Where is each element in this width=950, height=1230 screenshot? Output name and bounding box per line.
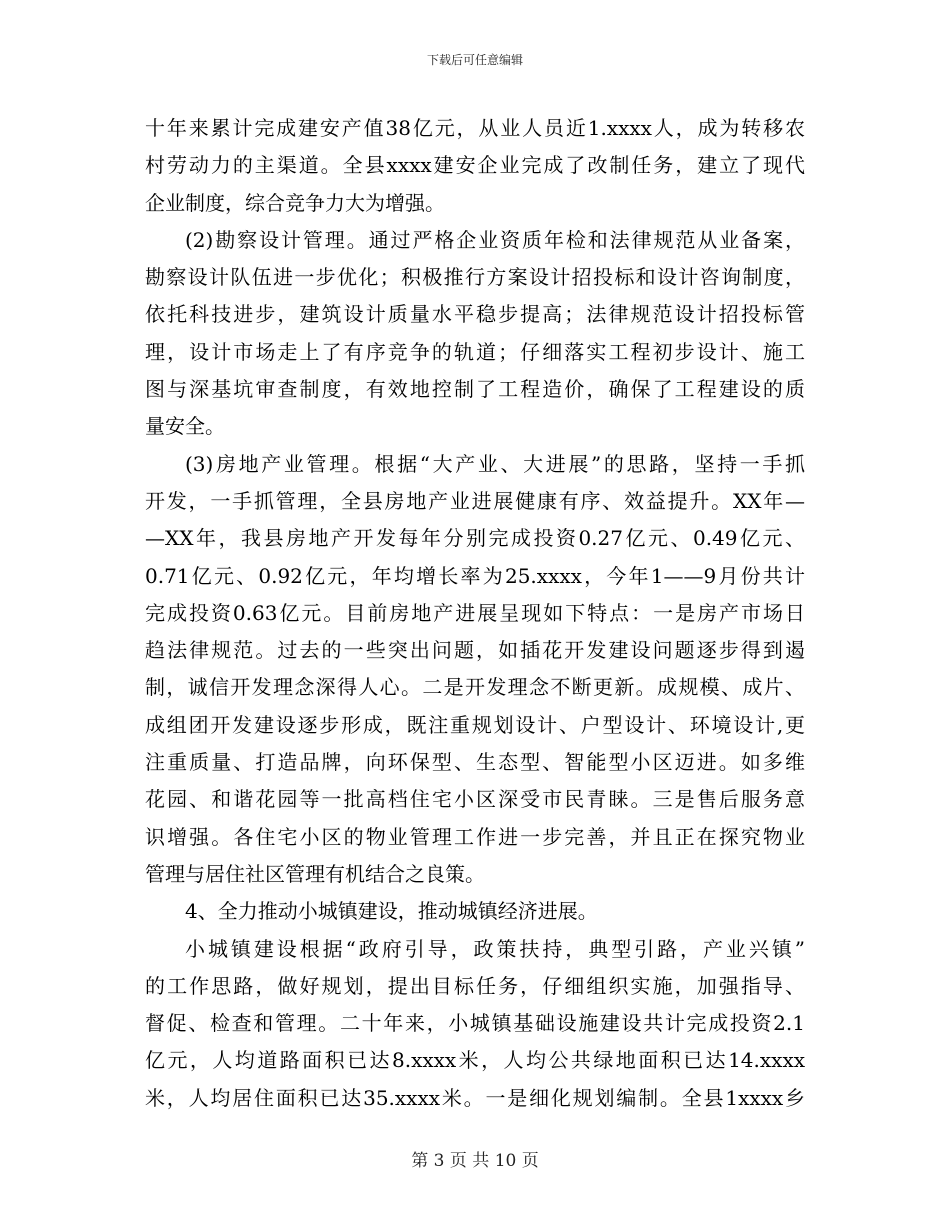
text-line: 勘察设计队伍进一步优化；积极推行方案设计招投标和设计咨询制度， — [145, 265, 805, 290]
paragraph-start-line: (2)勘察设计管理。通过严格企业资质年检和法律规范从业备案， — [185, 227, 805, 252]
text-line: 图与深基坑审查制度，有效地控制了工程造价，确保了工程建设的质 — [145, 377, 805, 402]
text-line: —XX年，我县房地产开发每年分别完成投资0.27亿元、0.49亿元、 — [145, 526, 805, 551]
paragraph-start-line: 小城镇建设根据“政府引导，政策扶持，典型引路，产业兴镇” — [185, 936, 805, 961]
text-line: 村劳动力的主渠道。全县xxxx建安企业完成了改制任务，建立了现代 — [145, 153, 805, 178]
text-line: 花园、和谐花园等一批高档住宅小区深受市民青睐。三是售后服务意 — [145, 787, 805, 812]
text-line: 理，设计市场走上了有序竞争的轨道；仔细落实工程初步设计、施工 — [145, 339, 805, 364]
page-header: 下载后可任意编辑 — [426, 53, 523, 67]
text-line: 0.71亿元、0.92亿元，年均增长率为25.xxxx，今年1——9月份共计 — [145, 563, 805, 588]
text-line: 识增强。各住宅小区的物业管理工作进一步完善，并且正在探究物业 — [145, 824, 805, 849]
text-line: 量安全。 — [145, 414, 225, 439]
text-line: 依托科技进步，建筑设计质量水平稳步提高；法律规范设计招投标管 — [145, 302, 805, 327]
text-line: 注重质量、打造品牌，向环保型、生态型、智能型小区迈进。如多维 — [145, 750, 805, 775]
document-body — [145, 110, 805, 1117]
text-line: 米，人均居住面积已达35.xxxx米。一是细化规划编制。全县1xxxx乡 — [145, 1085, 805, 1110]
page-number: 第 3 页 共 10 页 — [411, 1151, 539, 1171]
text-line: 开发，一手抓管理，全县房地产业进展健康有序、效益提升。XX年— — [145, 488, 805, 513]
section-heading: 4、全力推动小城镇建设，推动城镇经济进展。 — [185, 899, 598, 924]
text-line: 制，诚信开发理念深得人心。二是开发理念不断更新。成规模、成片、 — [145, 675, 805, 700]
text-line: 督促、检查和管理。二十年来，小城镇基础设施建设共计完成投资2.1 — [145, 1011, 805, 1036]
text-line: 亿元，人均道路面积已达8.xxxx米，人均公共绿地面积已达14.xxxx — [145, 1048, 805, 1073]
text-line: 趋法律规范。过去的一些突出问题，如插花开发建设问题逐步得到遏 — [145, 638, 805, 663]
text-line: 的工作思路，做好规划，提出目标任务，仔细组织实施，加强指导、 — [145, 973, 805, 998]
text-line: 管理与居住社区管理有机结合之良策。 — [145, 861, 485, 886]
text-line: 完成投资0.63亿元。目前房地产进展呈现如下特点：一是房产市场日 — [145, 600, 805, 625]
text-line: 成组团开发建设逐步形成，既注重规划设计、户型设计、环境设计,更 — [145, 712, 805, 737]
text-line: 十年来累计完成建安产值38亿元，从业人员近1.xxxx人，成为转移农 — [145, 116, 805, 140]
text-line: 企业制度，综合竞争力大为增强。 — [145, 190, 445, 215]
paragraph-start-line: (3)房地产业管理。根据“大产业、大进展”的思路，坚持一手抓 — [185, 451, 805, 476]
